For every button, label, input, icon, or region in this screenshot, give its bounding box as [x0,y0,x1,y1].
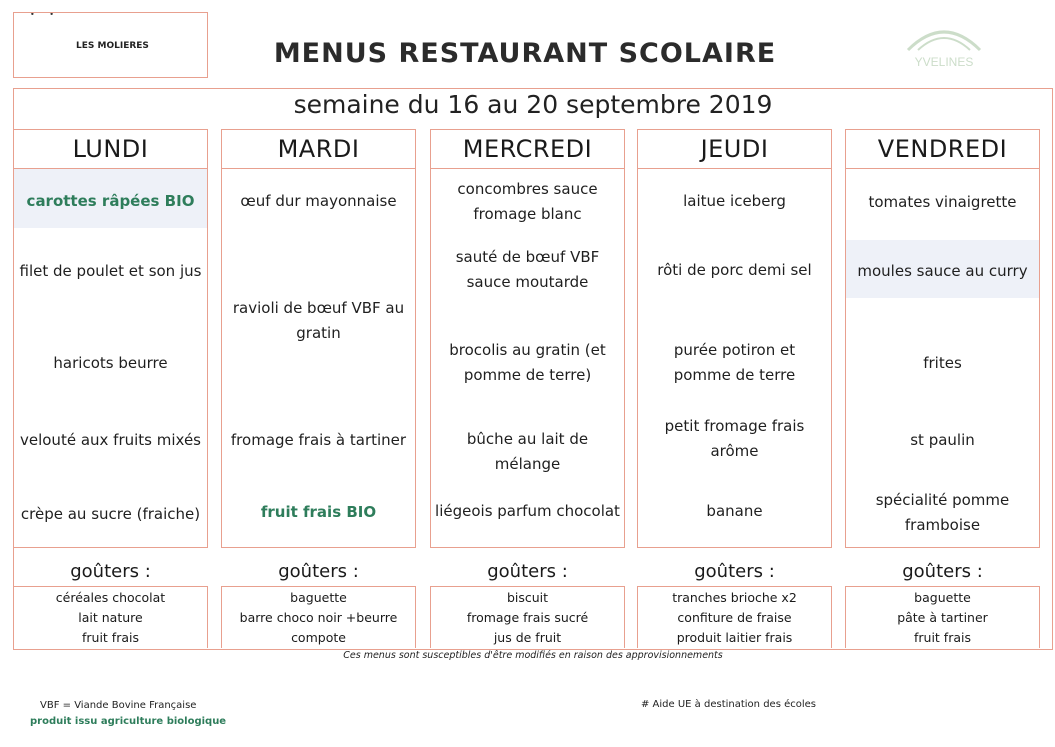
snack-box-mercredi [430,586,625,648]
dish-cheese: velouté aux fruits mixés [19,431,201,449]
dish-cheese: st paulin [910,431,975,449]
day-column-jeudi [637,129,832,548]
dish-main: ravioli de bœuf VBF au gratin [232,299,405,342]
snack-item: céréales chocolat [55,590,166,605]
snack-item: baguette [290,590,347,605]
snack-item: compote [291,630,346,645]
day-header: MERCREDI [431,130,624,169]
page-title: MENUS RESTAURANT SCOLAIRE [273,38,777,69]
school-box [13,12,208,78]
day-header: VENDREDI [846,130,1039,169]
snack-title: goûters : [487,561,568,582]
snack-item: baguette [914,590,971,605]
snack-item: lait nature [78,610,143,625]
dish-starter: tomates vinaigrette [868,193,1017,211]
legend-aide: # Aide UE à destination des écoles [641,699,816,710]
dish-dessert: fruit frais BIO [260,503,377,521]
dish-main: rôti de porc demi sel [657,261,812,279]
dish-starter: carottes râpées BIO [14,169,207,228]
snack-box-jeudi [637,586,832,648]
dish-starter: œuf dur mayonnaise [240,192,397,210]
day-header: LUNDI [14,130,207,169]
snack-item: tranches brioche x2 [672,590,797,605]
dish-main: moules sauce au curry [846,240,1039,298]
dish-cheese: bûche au lait de mélange [466,430,589,473]
snack-item: fromage frais sucré [466,610,589,625]
legend-bio: produit issu agriculture biologique [30,716,227,727]
dish-side: frites [923,354,962,372]
snack-item: fruit frais [914,630,971,645]
dish-starter: laitue iceberg [683,192,786,210]
snack-box-vendredi [845,586,1040,648]
supply-note: Ces menus sont susceptibles d'être modifiés en raison des approvisionnements [343,650,723,661]
dish-starter: concombres sauce fromage blanc [457,180,598,223]
dish-side: haricots beurre [53,354,168,372]
corner-marks: • • [30,10,60,19]
day-header: MARDI [222,130,415,169]
snack-item: biscuit [506,590,549,605]
dish-dessert: liégeois parfum chocolat [435,502,620,520]
snack-item: pâte à tartiner [897,610,988,625]
snack-title: goûters : [278,561,359,582]
snack-item: jus de fruit [493,630,562,645]
dish-dessert: banane [706,502,763,520]
snack-box-mardi [221,586,416,648]
legend-vbf: VBF = Viande Bovine Française [40,700,197,711]
dish-side: brocolis au gratin (et pomme de terre) [449,341,606,384]
snack-item: fruit frais [82,630,139,645]
yvelines-logo [896,12,992,76]
week-title: semaine du 16 au 20 septembre 2019 [293,90,773,119]
snack-title: goûters : [694,561,775,582]
day-column-vendredi [845,129,1040,548]
day-column-lundi [13,129,208,548]
logo-text: YVELINES [914,55,974,69]
dish-main: sauté de bœuf VBF sauce moutarde [455,248,600,291]
snack-title: goûters : [70,561,151,582]
dish-cheese: petit fromage frais arôme [664,417,805,460]
day-column-mercredi [430,129,625,548]
school-name: LES MOLIERES [76,41,149,51]
snack-item: produit laitier frais [676,630,793,645]
dish-dessert: crèpe au sucre (fraiche) [20,505,201,523]
snack-title: goûters : [902,561,983,582]
dish-dessert: spécialité pomme framboise [875,491,1010,534]
dish-cheese: fromage frais à tartiner [230,431,407,449]
dish-side: purée potiron et pomme de terre [673,341,796,384]
day-header: JEUDI [638,130,831,169]
snack-item: confiture de fraise [677,610,792,625]
snack-box-lundi [13,586,208,648]
snack-item: barre choco noir +beurre [239,610,398,625]
dish-main: filet de poulet et son jus [19,262,202,280]
day-column-mardi [221,129,416,548]
